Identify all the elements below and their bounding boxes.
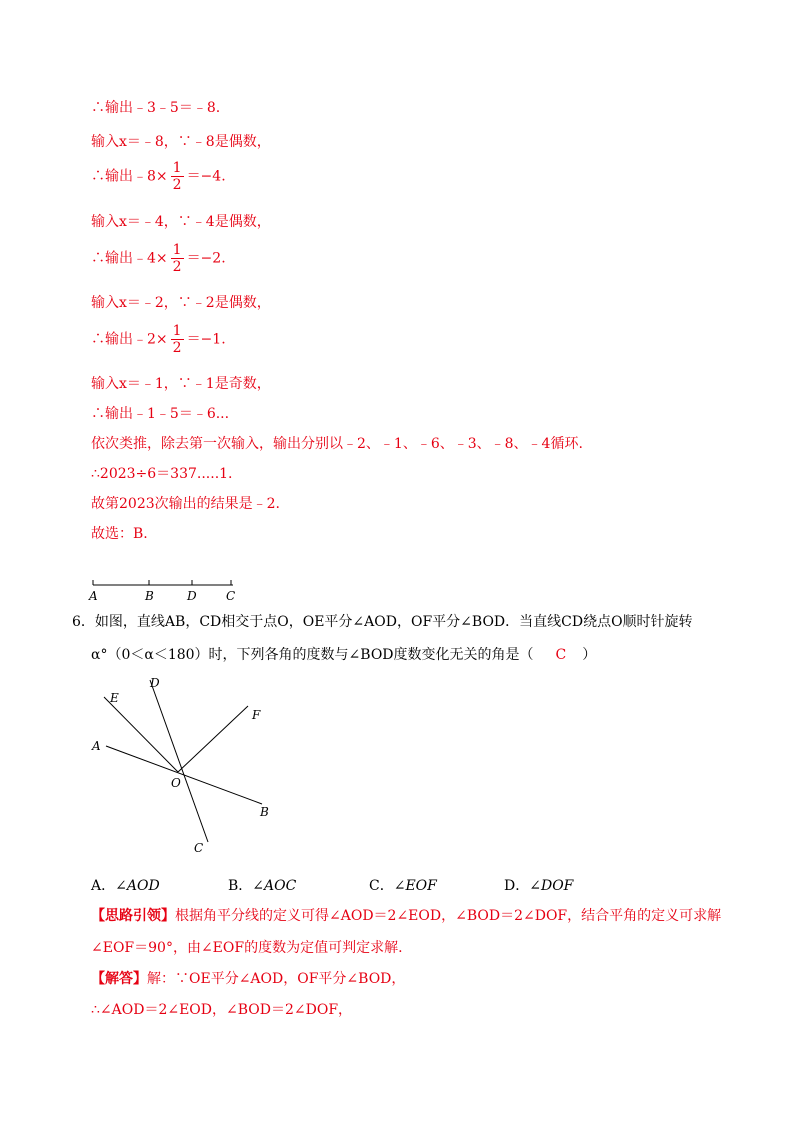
label-e: E [110,691,119,705]
question-answer: C [555,647,567,663]
solution-line-10: 依次类推，除去第一次输入，输出分别以﹣2、﹣1、﹣6、﹣3、﹣8、﹣4循环. [91,436,583,452]
solution-line-7-text: ∴输出﹣2× [91,331,168,348]
solution-line-6: 输入x＝﹣2，∵﹣2是偶数， [91,295,271,311]
option-a [91,876,160,896]
label-a: A [92,739,101,753]
solution-line-3 [91,160,226,193]
answer-line-2: ∴∠AOD＝2∠EOD，∠BOD＝2∠DOF， [91,1002,353,1018]
solution-line-7-result: ＝−1. [186,331,226,348]
option-d-value: ∠DOF [529,878,574,894]
hint-line-2: ∠EOF＝90°，由∠EOF的度数为定值可判定求解. [91,940,403,956]
option-d [504,876,573,896]
solution-line-11: ∴2023÷6＝337.....1. [91,466,233,482]
solution-line-5-result: ＝−2. [186,250,226,267]
option-b [228,876,296,896]
fraction-half [171,160,184,193]
ray-oe [104,697,178,772]
number-line-label-a: A [89,589,98,603]
question-text-2: α°（0＜α＜180）时，下列各角的度数与∠BOD度数变化无关的角是（ [91,647,534,663]
option-a-label: A． [91,878,116,894]
line-cd [150,680,208,842]
question-number: 6． [72,614,95,630]
label-f: F [252,708,261,722]
solution-line-8: 输入x＝﹣1，∵﹣1是奇数， [91,376,271,392]
option-b-label: B． [228,878,253,894]
option-c-value: ∠EOF [393,878,437,894]
number-line-label-d: D [187,589,197,603]
option-c [369,876,437,896]
number-line-figure [85,575,245,605]
solution-line-3-text: ∴输出﹣8× [91,168,168,185]
option-c-label: C． [369,878,394,894]
ray-of [178,706,248,772]
label-o: O [171,776,181,790]
geometry-figure [88,672,288,857]
label-c: C [194,841,204,855]
fraction-half [171,323,184,356]
line-ab [106,746,262,804]
option-d-label: D． [504,878,530,894]
fraction-denominator: 2 [172,340,182,356]
solution-line-13: 故选：B. [91,526,148,542]
solution-line-2: 输入x＝﹣8，∵﹣8是偶数， [91,134,271,150]
fraction-denominator: 2 [172,177,182,193]
fraction-numerator: 1 [172,242,182,258]
question-line-1 [72,612,693,632]
hint-text-1: 根据角平分线的定义可得∠AOD＝2∠EOD，∠BOD＝2∠DOF，结合平角的定义可求解 [175,908,722,924]
option-b-value: ∠AOC [252,878,297,894]
answer-text-1: 解：∵OE平分∠AOD，OF平分∠BOD， [147,971,406,987]
solution-line-7 [91,323,226,356]
answer-label: 【解答】 [91,971,147,987]
solution-line-1: ∴输出﹣3﹣5＝﹣8. [91,100,221,116]
solution-line-4: 输入x＝﹣4，∵﹣4是偶数， [91,214,271,230]
hint-line-1 [91,906,721,926]
answer-line-1 [91,969,405,989]
solution-line-3-result: ＝−4. [186,168,226,185]
option-a-value: ∠AOD [115,878,160,894]
label-b: B [260,805,269,819]
number-line-label-c: C [226,589,236,603]
question-text-1: 如图，直线AB，CD相交于点O，OE平分∠AOD，OF平分∠BOD．当直线CD绕点O顺时针旋转 [94,614,693,630]
question-close-paren: ） [582,647,597,663]
number-line-label-b: B [145,589,154,603]
fraction-numerator: 1 [172,160,182,176]
fraction-half [171,242,184,275]
fraction-numerator: 1 [172,323,182,339]
solution-line-5-text: ∴输出﹣4× [91,250,168,267]
solution-line-9: ∴输出﹣1﹣5＝﹣6... [91,406,230,422]
fraction-denominator: 2 [172,259,182,275]
label-d: D [150,676,160,690]
solution-line-12: 故第2023次输出的结果是﹣2. [91,496,280,512]
solution-line-5 [91,242,226,275]
question-line-2 [91,645,596,665]
hint-label: 【思路引领】 [91,908,175,924]
